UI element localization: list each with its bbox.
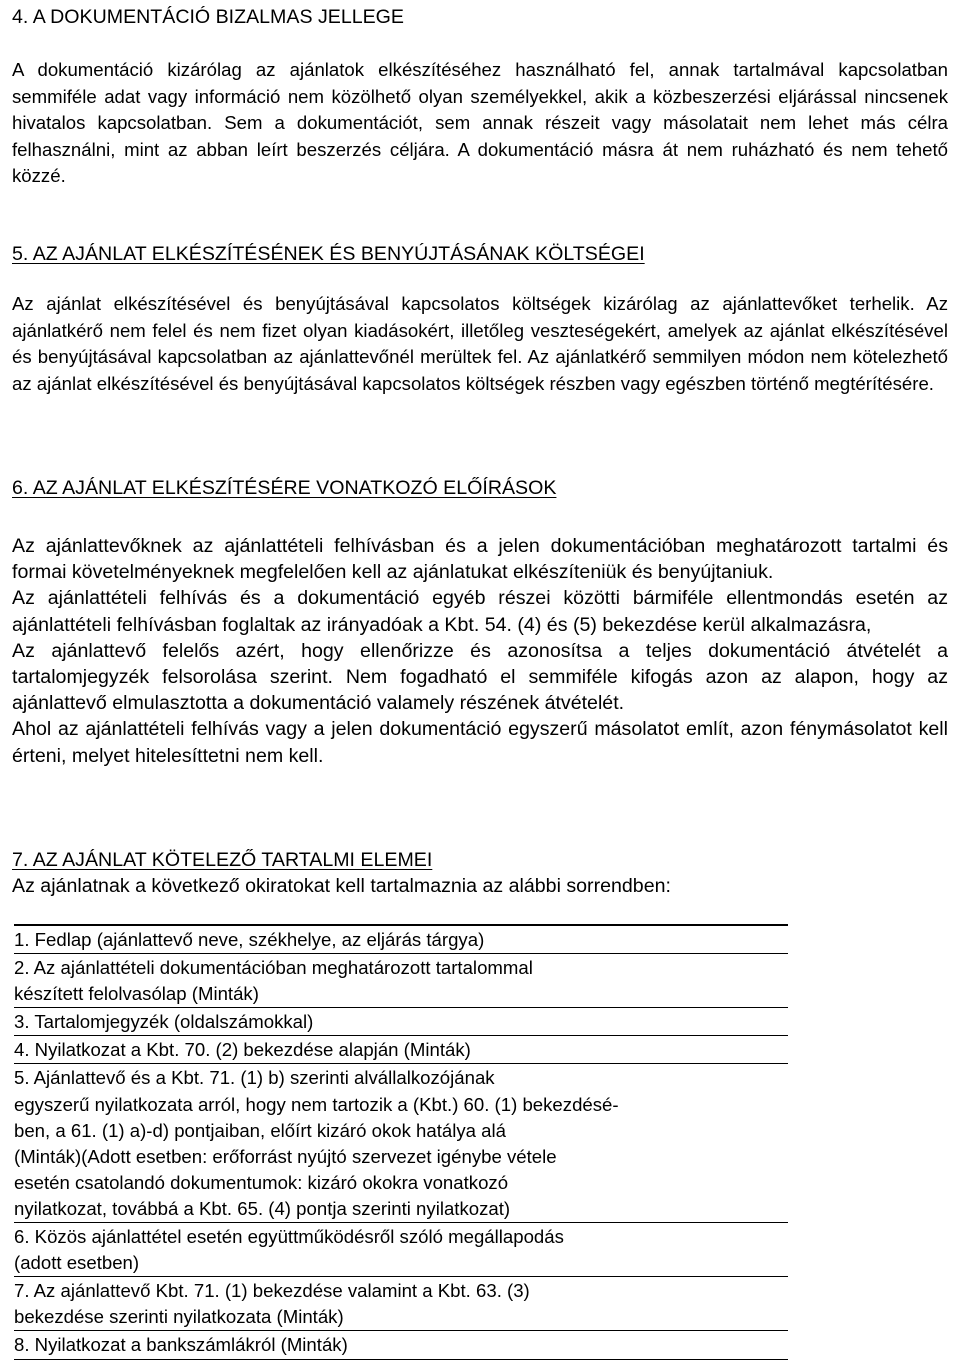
section-5-paragraph: Az ajánlat elkészítésével és benyújtásával kapcsolatos költségek kizárólag az ajánlattevőket terhelik. Az ajánlatkérő nem felel és nem fizet olyan kiadásokért, illetőleg veszteségekért, amelyek az ajánlat elkészítésével és benyújtásával kapcsolatban az ajánlattevőnél merültek fel. Az ajánlatkérő semmilyen módon nem kötelezhető az ajánlat elkészítésével és benyújtásával kapcsolatos költségek részben vagy egészben történő megtérítésére. [12,293,948,394]
required-document-line: nyilatkozat, továbbá a Kbt. 65. (4) pontja szerinti nyilatkozat) [14,1197,511,1219]
required-document-line: egyszerű nyilatkozata arról, hogy nem tartozik a (Kbt.) 60. (1) bekezdésé- [14,1093,619,1115]
required-document-line: készített felolvasólap (Minták) [14,983,259,1005]
section-6-paragraph: Az ajánlattevő felelős azért, hogy ellenőrizze és azonosítsa a teljes dokumentáció átvételét a tartalomjegyzék felsorolása szerint. Nem fogadható el semmiféle kifogás azon az alapon, hogy az ajánlattevő elmulasztotta a dokumentáció valamely részének átvételét. [12,639,948,715]
required-document-line: 8. Nyilatkozat a bankszámlákról (Minták) [14,1334,348,1356]
required-document-line: 7. Az ajánlattevő Kbt. 71. (1) bekezdése valamint a Kbt. 63. (3) [14,1280,530,1302]
required-document-line: 1. Fedlap (ajánlattevő neve, székhelye, az eljárás tárgya) [14,929,485,950]
required-document-line: (adott esetben) [14,1252,140,1274]
required-document-item [14,1064,788,1223]
required-document-line: ben, a 61. (1) a)-d) pontjaiban, előírt kizáró okok hatálya alá [14,1119,506,1141]
section-4-paragraph: A dokumentáció kizárólag az ajánlatok elkészítéséhez használható fel, annak tartalmával kapcsolatban semmiféle adat vagy információ nem közölhető olyan személyekkel, akik a közbeszerzési eljárással nincsenek hivatalos kapcsolatban. Sem a dokumentációt, sem annak részeit vagy másolatait nem lehet más célra felhasználni, mint az abban leírt beszerzés céljára. A dokumentáció másra át nem ruházható és nem tehető közzé. [12,59,948,186]
section-6-paragraph: Ahol az ajánlattételi felhívás vagy a jelen dokumentáció egyszerű másolatot említ, azon fénymásolatot kell érteni, melyet hitelesíttetni nem kell. [12,718,948,767]
required-document-item [14,926,788,954]
section-7-title: 7. AZ AJÁNLAT KÖTELEZŐ TARTALMI ELEMEI [12,849,433,871]
required-document-item [14,1331,788,1359]
required-document-item [14,1036,788,1064]
section-6-body [12,533,948,769]
section-6-title: 6. AZ AJÁNLAT ELKÉSZÍTÉSÉRE VONATKOZÓ ELŐÍRÁSOK [12,477,557,499]
section-6-paragraph: Az ajánlattételi felhívás és a dokumentáció egyéb részei közötti bármiféle ellentmondás esetén az ajánlattételi felhívásban foglaltak az irányadóak a Kbt. 54. (4) és (5) bekezdése kerül alkalmazásra, [12,587,948,636]
required-document-item [14,1223,788,1277]
required-document-line: 2. Az ajánlattételi dokumentációban meghatározott tartalommal [14,957,533,979]
required-document-line: 3. Tartalomjegyzék (oldalszámokkal) [14,1011,314,1033]
required-document-line: 5. Ajánlattevő és a Kbt. 71. (1) b) szerinti alvállalkozójának [14,1067,495,1089]
required-document-line: esetén csatolandó dokumentumok: kizáró okokra vonatkozó [14,1171,509,1193]
required-document-item [14,954,788,1008]
required-document-item [14,1277,788,1331]
section-5-title: 5. AZ AJÁNLAT ELKÉSZÍTÉSÉNEK ÉS BENYÚJTÁSÁNAK KÖLTSÉGEI [12,243,645,265]
required-document-line: 4. Nyilatkozat a Kbt. 70. (2) bekezdése alapján (Minták) [14,1039,471,1061]
section-7-intro: Az ajánlatnak a következő okiratokat kell tartalmaznia az alábbi sorrendben: [12,875,671,897]
required-document-line: bekezdése szerinti nyilatkozata (Minták) [14,1306,344,1328]
required-document-line: (Minták)(Adott esetben: erőforrást nyújtó szervezet igénybe vétele [14,1145,557,1167]
required-document-item [14,1008,788,1036]
required-document-line: 6. Közös ajánlattétel esetén együttműködésről szóló megállapodás [14,1226,564,1248]
required-documents-list [14,924,788,1360]
section-4-title: 4. A DOKUMENTÁCIÓ BIZALMAS JELLEGE [12,6,404,28]
section-6-paragraph: Az ajánlattevőknek az ajánlattételi felhívásban és a jelen dokumentációban meghatározott tartalmi és formai követelményeknek megfelelően kell az ajánlatukat elkészíteniük és benyújtaniuk. [12,535,948,584]
